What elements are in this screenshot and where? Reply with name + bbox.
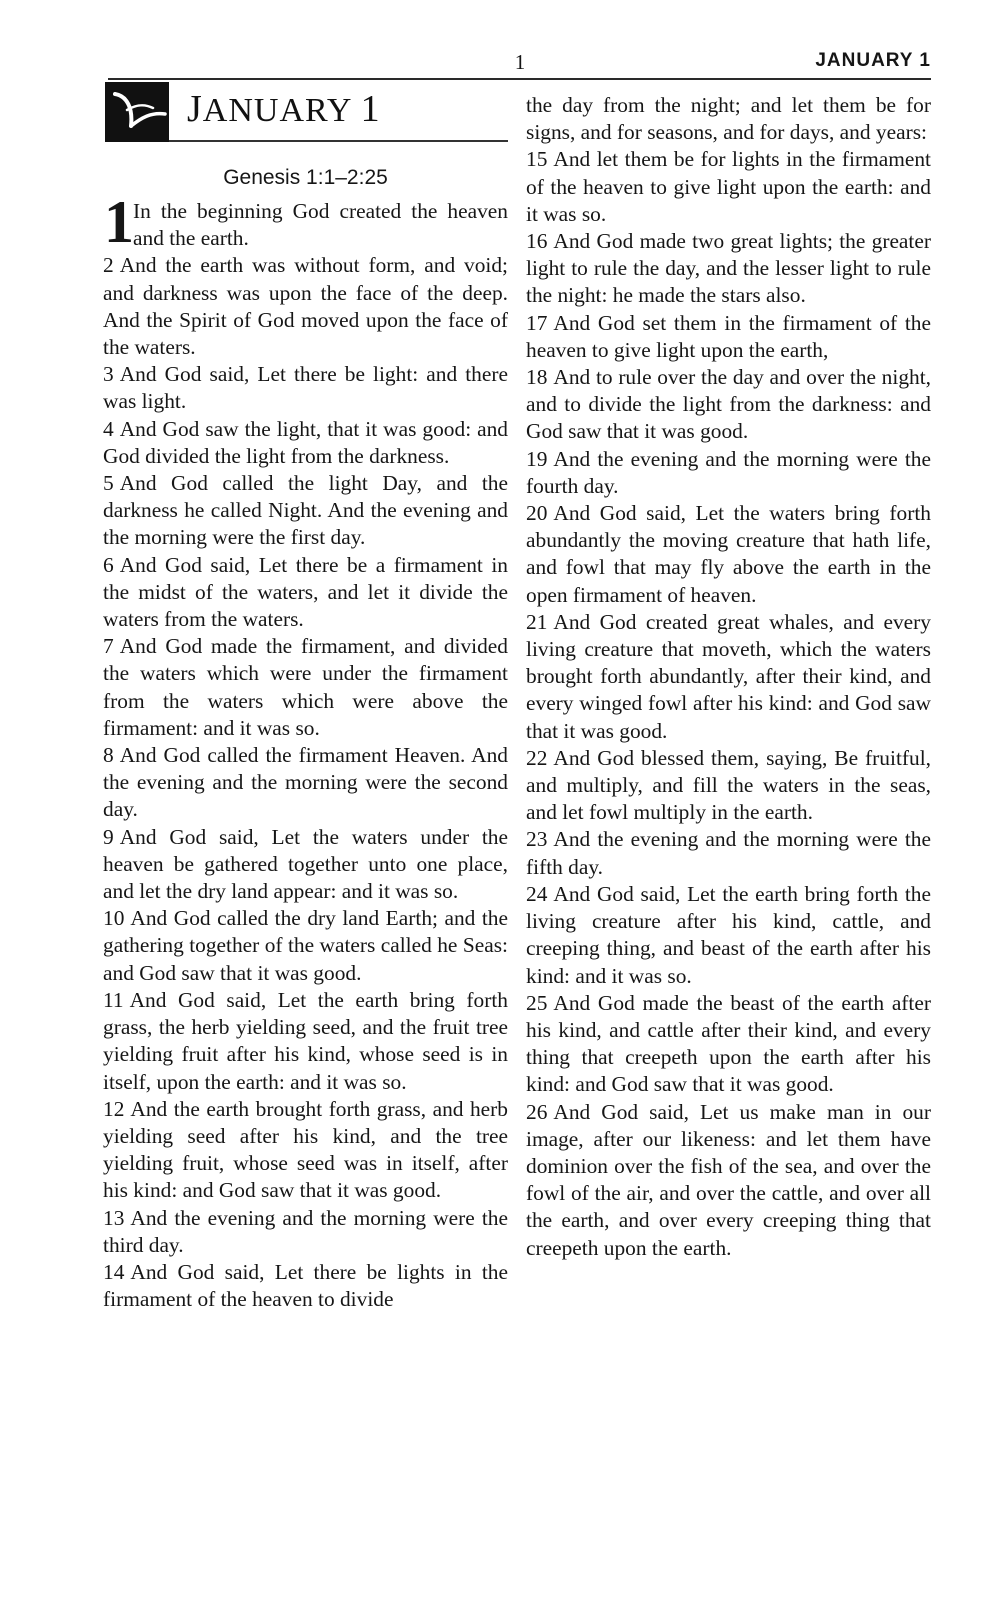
verse-26	[526, 1099, 931, 1262]
verse-19	[526, 446, 931, 500]
verse-text: And God blessed them, saying, Be fruitful, and multiply, and fill the waters in the seas, and let fowl multiply in the earth.	[526, 745, 931, 825]
day-title: JANUARY 1	[187, 88, 381, 130]
verse-9	[103, 824, 508, 906]
verse-text: And the earth brought forth grass, and herb yielding seed after his kind, and the tree yielding fruit, whose seed was in itself, after his kind: and God saw that it was good.	[103, 1096, 508, 1203]
verse-text: And God said, Let the waters under the heaven be gathered together unto one place, and let the dry land appear: and it was so.	[103, 824, 508, 904]
verse-text: And to rule over the day and over the night, and to divide the light from the darkness: and God saw that it was good.	[526, 365, 931, 444]
verse-2	[103, 252, 508, 361]
verse-number: 6	[103, 552, 114, 577]
verse-text: And God made the beast of the earth after his kind, and cattle after their kind, and every thing that creepeth upon the earth after his kind: and God saw that it was good.	[526, 990, 931, 1097]
verse-20	[526, 500, 931, 609]
verse-number: 26	[526, 1099, 548, 1124]
verse-4	[103, 416, 508, 470]
verse-18	[526, 364, 931, 446]
verse-text: And God called the light Day, and the darkness he called Night. And the evening and the morning were the first day.	[103, 471, 508, 550]
verse-number: 21	[526, 609, 548, 634]
verse-number: 4	[103, 416, 114, 441]
verse-number: 5	[103, 471, 114, 496]
verse-text: And the evening and the morning were the fifth day.	[526, 827, 931, 879]
verse-6	[103, 552, 508, 634]
verse-text: And God called the dry land Earth; and the gathering together of the waters called he Seas: and God saw that it was good.	[103, 906, 508, 985]
verse-number: 23	[526, 827, 548, 852]
verse-5	[103, 470, 508, 552]
verse-14	[103, 1259, 508, 1313]
verse-continuation: the day from the night; and let them be for signs, and for seasons, and for days, and years:	[526, 93, 931, 145]
verse-text: And God said, Let the earth bring forth grass, the herb yielding seed, and the fruit tree yielding fruit after his kind, whose seed is in itself, upon the earth: and it was so.	[103, 987, 508, 1094]
verse-text: And the earth was without form, and void; and darkness was upon the face of the deep. And the Spirit of God moved upon the face of the waters.	[103, 253, 508, 360]
verse-text: And God made the firmament, and divided the waters which were under the firmament from the waters which were above the firmament: and it was so.	[103, 634, 508, 740]
verse-number: 15	[526, 147, 548, 172]
verse-number: 10	[103, 906, 125, 931]
verse-text: And God called the firmament Heaven. And the evening and the morning were the second day.	[103, 743, 508, 822]
drop-cap: 1	[104, 189, 134, 255]
running-head: JANUARY 1	[815, 50, 931, 71]
verse-text: And God saw the light, that it was good: and God divided the light from the darkness.	[103, 416, 508, 468]
right-verse-list	[526, 146, 931, 1261]
verse-text: And God said, Let us make man in our image, after our likeness: and let them have dominion over the fish of the sea, and over the fowl of the air, and over the cattle, and over all the earth, and over every creeping thing that creepeth upon the earth.	[526, 1099, 931, 1260]
page-number: 1	[514, 50, 526, 74]
header-rule	[108, 78, 931, 80]
verse-text: And the evening and the morning were the fourth day.	[526, 446, 931, 498]
verse-13	[103, 1205, 508, 1259]
verse-16	[526, 228, 931, 310]
verse-text: And God said, Let there be light: and there was light.	[103, 362, 508, 414]
verse-24	[526, 881, 931, 990]
left-column	[103, 88, 508, 1313]
verse-number: 3	[103, 362, 114, 387]
verse-number: 8	[103, 743, 114, 768]
verse-1	[103, 189, 508, 255]
title-block	[103, 82, 508, 142]
devotional-logo-icon	[105, 82, 169, 142]
verse-text: In the beginning God created the heaven and the earth.	[133, 199, 508, 251]
verse-7	[103, 633, 508, 742]
verse-text: And God created great whales, and every living creature that moveth, which the waters brought forth abundantly, after their kind, and every winged fowl after his kind: and God saw that it was good.	[526, 609, 931, 743]
verse-number: 20	[526, 501, 548, 526]
verse-text: And God set them in the firmament of the heaven to give light upon the earth,	[526, 310, 931, 362]
verse-text: And God said, Let the waters bring forth abundantly the moving creature that hath life, and fowl that may fly above the earth in the open firmament of heaven.	[526, 501, 931, 607]
title-rule	[169, 140, 508, 142]
verse-12	[103, 1096, 508, 1205]
verse-text: And let them be for lights in the firmament of the heaven to give light upon the earth: and it was so.	[526, 147, 931, 226]
verse-number: 16	[526, 229, 548, 254]
verse-text: And the evening and the morning were the third day.	[103, 1205, 508, 1257]
verse-text: And God said, Let there be a firmament in the midst of the waters, and let it divide the waters from the waters.	[103, 552, 508, 632]
verse-8	[103, 742, 508, 824]
verse-number: 11	[103, 987, 124, 1012]
verse-number: 12	[103, 1096, 125, 1121]
verse-number: 14	[103, 1259, 125, 1284]
verse-10	[103, 905, 508, 987]
left-verse-list	[103, 252, 508, 1313]
verse-text: And God said, Let the earth bring forth the living creature after his kind, cattle, and creeping thing, and beast of the earth after his kind: and it was so.	[526, 881, 931, 988]
verse-3	[103, 361, 508, 415]
verse-number: 22	[526, 745, 548, 770]
verse-number: 2	[103, 253, 114, 278]
verse-text: And God said, Let there be lights in the firmament of the heaven to divide	[103, 1259, 508, 1312]
verse-number: 19	[526, 446, 548, 471]
verse-25	[526, 990, 931, 1099]
verse-number: 17	[526, 310, 548, 335]
verse-23	[526, 826, 931, 880]
verse-22	[526, 745, 931, 827]
verse-number: 18	[526, 365, 548, 390]
verse-number: 25	[526, 990, 548, 1015]
verse-11	[103, 987, 508, 1096]
verse-number: 9	[103, 824, 114, 849]
verse-21	[526, 609, 931, 745]
verse-number: 7	[103, 634, 114, 659]
verse-17	[526, 310, 931, 364]
verse-number: 24	[526, 881, 548, 906]
passage-reference: Genesis 1:1–2:25	[223, 166, 388, 189]
verse-text: And God made two great lights; the greater light to rule the day, and the lesser light to rule the night: he made the stars also.	[526, 229, 931, 308]
right-column	[526, 92, 931, 1262]
verse-number: 13	[103, 1205, 125, 1230]
verse-15	[526, 146, 931, 228]
